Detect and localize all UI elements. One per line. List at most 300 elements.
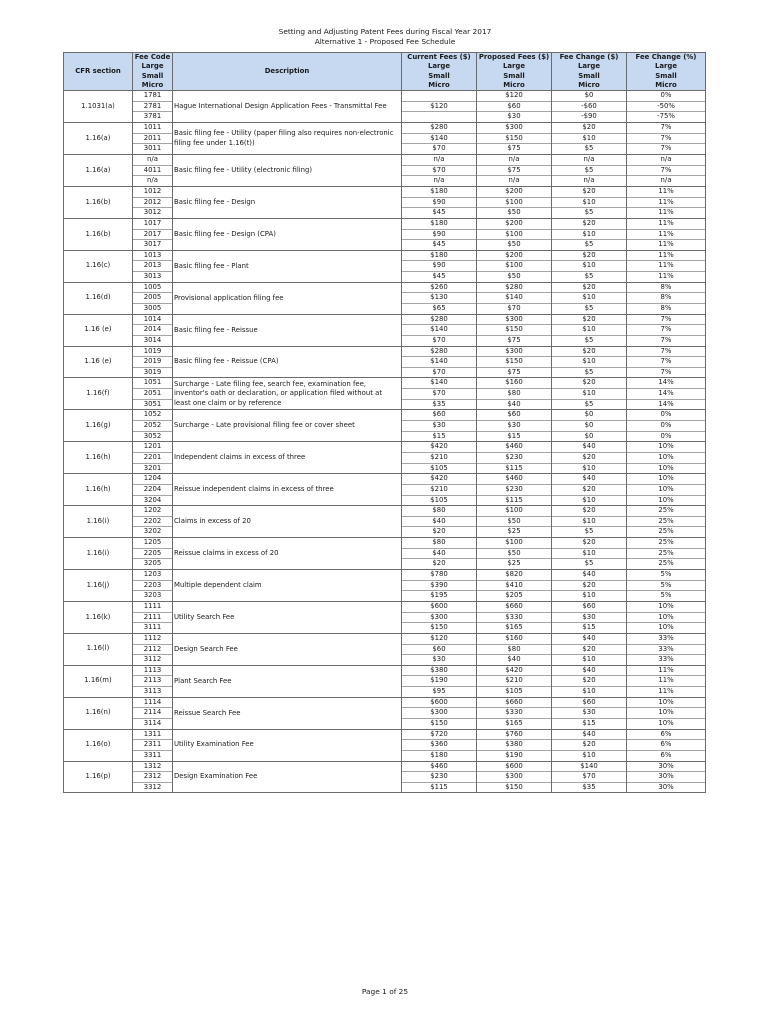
fee-change-cell — [552, 570, 627, 602]
fee-change-pct: 10% — [627, 452, 705, 463]
fee-change: $20 — [582, 282, 596, 291]
table-row — [64, 123, 706, 155]
proposed-fee-cell — [477, 729, 552, 761]
cfr-section: 1.16(h) — [64, 474, 133, 506]
col-header-cfr: CFR section — [64, 53, 133, 91]
fee-code: 2013 — [133, 260, 172, 271]
fee-code: 3202 — [133, 526, 172, 537]
fee-change: $20 — [582, 378, 596, 387]
fee-change-pct: 11% — [658, 186, 674, 195]
current-fee-cell — [402, 601, 477, 633]
fee-description: Reissue Search Fee — [173, 697, 402, 729]
table-row — [64, 91, 706, 123]
fee-change-cell — [552, 697, 627, 729]
proposed-fee: $150 — [477, 782, 551, 793]
fee-change-pct: 11% — [658, 250, 674, 259]
fee-change: $20 — [552, 675, 626, 686]
fee-code-cell — [133, 314, 173, 346]
proposed-fee: $300 — [477, 771, 551, 782]
fee-change-pct-cell — [627, 186, 706, 218]
current-fee: $40 — [402, 516, 476, 527]
current-fee: $140 — [402, 133, 476, 144]
cfr-section: 1.16(b) — [64, 218, 133, 250]
proposed-fee-cell — [477, 91, 552, 123]
fee-code-cell — [133, 346, 173, 378]
proposed-fee: $210 — [477, 675, 551, 686]
proposed-fee-cell — [477, 538, 552, 570]
fee-code: 1205 — [143, 538, 162, 547]
proposed-fee: n/a — [508, 155, 520, 164]
fee-change: $10 — [552, 133, 626, 144]
fee-change: $0 — [552, 431, 626, 442]
fee-change-pct: -50% — [627, 101, 705, 112]
fee-change-pct: 30% — [658, 761, 674, 770]
current-fee: $90 — [402, 197, 476, 208]
current-fee: $35 — [402, 399, 476, 410]
fee-code: 1017 — [143, 218, 162, 227]
fee-code: 3311 — [133, 750, 172, 761]
fee-change-pct: 11% — [658, 665, 674, 674]
fee-code-cell — [133, 442, 173, 474]
fee-code-cell — [133, 186, 173, 218]
cfr-section: 1.16(d) — [64, 282, 133, 314]
current-fee-cell — [402, 442, 477, 474]
proposed-fee: $115 — [477, 495, 551, 506]
current-fee: $280 — [430, 123, 448, 132]
col-header-fee-change: Fee Change ($) Large Small Micro — [552, 53, 627, 91]
proposed-fee: $460 — [505, 474, 523, 483]
fee-code: 1019 — [143, 346, 162, 355]
fee-code-cell — [133, 633, 173, 665]
proposed-fee: $120 — [505, 91, 523, 100]
table-row — [64, 506, 706, 538]
current-fee: $70 — [402, 335, 476, 346]
fee-change-cell — [552, 282, 627, 314]
fee-change-pct-cell — [627, 538, 706, 570]
fee-code: 2202 — [133, 516, 172, 527]
fee-change-pct: 11% — [627, 271, 705, 282]
fee-code-cell — [133, 474, 173, 506]
proposed-fee: $100 — [477, 260, 551, 271]
fee-description: Utility Search Fee — [173, 601, 402, 633]
fee-change: $20 — [582, 250, 596, 259]
fee-code: 2011 — [133, 133, 172, 144]
fee-table-body — [64, 91, 706, 793]
fee-change: $5 — [552, 239, 626, 250]
fee-description: Independent claims in excess of three — [173, 442, 402, 474]
fee-change: $40 — [582, 474, 596, 483]
fee-code-cell — [133, 665, 173, 697]
table-row — [64, 218, 706, 250]
fee-change-pct: 7% — [660, 314, 672, 323]
table-row — [64, 346, 706, 378]
current-fee — [402, 111, 476, 122]
fee-code: 2014 — [133, 324, 172, 335]
fee-change-pct: 10% — [627, 495, 705, 506]
proposed-fee: $60 — [477, 101, 551, 112]
fee-code: 2113 — [133, 675, 172, 686]
current-fee: $65 — [402, 303, 476, 314]
col-header-fee-code: Fee Code Large Small Micro — [133, 53, 173, 91]
fee-description: Surcharge - Late provisional filing fee or cover sheet — [173, 410, 402, 442]
proposed-fee-cell — [477, 442, 552, 474]
fee-description: Design Examination Fee — [173, 761, 402, 793]
fee-change-pct: 6% — [660, 729, 672, 738]
fee-code: 2017 — [133, 229, 172, 240]
current-fee: $90 — [402, 229, 476, 240]
fee-change: $20 — [552, 580, 626, 591]
fee-change: $5 — [552, 165, 626, 176]
current-fee: $280 — [430, 314, 448, 323]
current-fee: $280 — [430, 346, 448, 355]
fee-code: 3005 — [133, 303, 172, 314]
fee-code: 3201 — [133, 463, 172, 474]
current-fee: $115 — [402, 782, 476, 793]
table-row — [64, 570, 706, 602]
fee-code: 3203 — [133, 590, 172, 601]
fee-change: $15 — [552, 718, 626, 729]
proposed-fee: $50 — [477, 239, 551, 250]
cfr-section: 1.16(o) — [64, 729, 133, 761]
fee-code: 1011 — [143, 123, 162, 132]
fee-code: 2111 — [133, 612, 172, 623]
fee-change-pct: 33% — [627, 654, 705, 665]
fee-change-pct: 0% — [660, 410, 672, 419]
fee-change-cell — [552, 633, 627, 665]
current-fee-cell — [402, 250, 477, 282]
current-fee: $300 — [402, 612, 476, 623]
fee-code: 1204 — [143, 474, 162, 483]
fee-description: Claims in excess of 20 — [173, 506, 402, 538]
fee-change-pct: 25% — [627, 558, 705, 569]
fee-change: $10 — [552, 356, 626, 367]
fee-code: 3204 — [133, 495, 172, 506]
fee-code: 2052 — [133, 420, 172, 431]
fee-change-pct: 5% — [660, 570, 672, 579]
fee-description: Utility Examination Fee — [173, 729, 402, 761]
current-fee-cell — [402, 697, 477, 729]
proposed-fee: $160 — [505, 633, 523, 642]
proposed-fee-cell — [477, 761, 552, 793]
fee-change-pct: 11% — [627, 229, 705, 240]
fee-code-cell — [133, 155, 173, 187]
cfr-section: 1.16(i) — [64, 538, 133, 570]
fee-change-pct: 10% — [658, 697, 674, 706]
fee-change-pct: 10% — [658, 601, 674, 610]
current-fee: $40 — [402, 548, 476, 559]
fee-change: n/a — [583, 155, 595, 164]
proposed-fee-cell — [477, 633, 552, 665]
proposed-fee: $660 — [505, 601, 523, 610]
fee-code: 4011 — [133, 165, 172, 176]
fee-description: Basic filing fee - Reissue (CPA) — [173, 346, 402, 378]
proposed-fee-cell — [477, 314, 552, 346]
cfr-section: 1.16(c) — [64, 250, 133, 282]
fee-code: 2005 — [133, 292, 172, 303]
proposed-fee: $50 — [477, 516, 551, 527]
fee-change-pct: 10% — [627, 484, 705, 495]
fee-code: 1114 — [143, 697, 162, 706]
fee-change-pct: 11% — [627, 686, 705, 697]
fee-change-pct: 5% — [627, 590, 705, 601]
fee-change: $15 — [552, 622, 626, 633]
fee-code-cell — [133, 601, 173, 633]
fee-change: $10 — [552, 654, 626, 665]
proposed-fee: $50 — [477, 271, 551, 282]
fee-change-pct: 33% — [627, 644, 705, 655]
fee-change: $0 — [584, 410, 594, 419]
current-fee: $30 — [402, 420, 476, 431]
table-row — [64, 761, 706, 793]
cfr-section: 1.16(m) — [64, 665, 133, 697]
current-fee: $720 — [430, 729, 448, 738]
current-fee: $300 — [402, 707, 476, 718]
fee-change-pct: 10% — [627, 463, 705, 474]
current-fee: $60 — [402, 644, 476, 655]
proposed-fee: $25 — [477, 558, 551, 569]
cfr-section: 1.16(b) — [64, 186, 133, 218]
fee-change: $30 — [552, 612, 626, 623]
fee-change: $10 — [552, 260, 626, 271]
fee-change: $20 — [582, 218, 596, 227]
fee-change-cell — [552, 601, 627, 633]
current-fee: $180 — [402, 750, 476, 761]
fee-change: $5 — [552, 526, 626, 537]
current-fee: $45 — [402, 271, 476, 282]
current-fee: $600 — [430, 601, 448, 610]
cfr-section: 1.16(p) — [64, 761, 133, 793]
current-fee: $70 — [402, 388, 476, 399]
fee-change: $60 — [582, 697, 596, 706]
fee-code: 1201 — [143, 442, 162, 451]
fee-code-cell — [133, 506, 173, 538]
fee-change-cell — [552, 186, 627, 218]
proposed-fee: $300 — [505, 314, 523, 323]
current-fee-cell — [402, 729, 477, 761]
fee-change-cell — [552, 506, 627, 538]
fee-change: $60 — [582, 601, 596, 610]
fee-description: Basic filing fee - Reissue — [173, 314, 402, 346]
fee-code: 3114 — [133, 718, 172, 729]
fee-change-pct: 10% — [627, 622, 705, 633]
current-fee: $95 — [402, 686, 476, 697]
proposed-fee: $300 — [505, 123, 523, 132]
fee-code-cell — [133, 250, 173, 282]
col-header-proposed-fees: Proposed Fees ($) Large Small Micro — [477, 53, 552, 91]
fee-code-cell — [133, 410, 173, 442]
fee-change-pct: 11% — [627, 197, 705, 208]
current-fee: $230 — [402, 771, 476, 782]
fee-change: $40 — [582, 633, 596, 642]
table-row — [64, 250, 706, 282]
fee-change-pct: -75% — [627, 111, 705, 122]
fee-change-pct: 10% — [658, 442, 674, 451]
fee-code-cell — [133, 218, 173, 250]
proposed-fee: $230 — [477, 484, 551, 495]
fee-change-pct: 14% — [627, 388, 705, 399]
proposed-fee-cell — [477, 410, 552, 442]
fee-change-pct: 6% — [627, 750, 705, 761]
current-fee: $260 — [430, 282, 448, 291]
fee-code: 3013 — [133, 271, 172, 282]
current-fee: $90 — [402, 260, 476, 271]
fee-description: Basic filing fee - Utility (paper filing also requires non-electronic filing fee under 1.16(t)) — [173, 123, 402, 155]
fee-code: 3113 — [133, 686, 172, 697]
fee-change-cell — [552, 155, 627, 187]
fee-code-cell — [133, 570, 173, 602]
proposed-fee-cell — [477, 506, 552, 538]
cfr-section: 1.16(l) — [64, 633, 133, 665]
fee-code: 1112 — [143, 633, 162, 642]
current-fee: $140 — [402, 356, 476, 367]
fee-change: $5 — [552, 207, 626, 218]
fee-change: $40 — [582, 570, 596, 579]
fee-change-cell — [552, 314, 627, 346]
fee-change-cell — [552, 346, 627, 378]
proposed-fee: $100 — [505, 538, 523, 547]
proposed-fee: $230 — [477, 452, 551, 463]
proposed-fee: $660 — [505, 697, 523, 706]
fee-change: $5 — [552, 367, 626, 378]
fee-description: Provisional application filing fee — [173, 282, 402, 314]
fee-change-pct: 0% — [627, 431, 705, 442]
fee-code: 1111 — [143, 601, 162, 610]
current-fee-cell — [402, 665, 477, 697]
proposed-fee-cell — [477, 601, 552, 633]
fee-change: $40 — [582, 665, 596, 674]
fee-change: $0 — [552, 420, 626, 431]
current-fee — [402, 91, 476, 101]
fee-change-pct: 7% — [627, 324, 705, 335]
fee-change-pct-cell — [627, 697, 706, 729]
fee-change-cell — [552, 250, 627, 282]
fee-description: Basic filing fee - Utility (electronic filing) — [173, 155, 402, 187]
fee-change-pct: 11% — [658, 218, 674, 227]
cfr-section: 1.1031(a) — [64, 91, 133, 123]
fee-code: 3052 — [133, 431, 172, 442]
proposed-fee-cell — [477, 155, 552, 187]
fee-code: 1781 — [143, 91, 162, 100]
fee-change-pct-cell — [627, 250, 706, 282]
fee-change-pct: 25% — [658, 538, 674, 547]
col-header-fee-change-pct: Fee Change (%) Large Small Micro — [627, 53, 706, 91]
fee-change: $20 — [582, 346, 596, 355]
current-fee-cell — [402, 346, 477, 378]
current-fee-cell — [402, 506, 477, 538]
fee-code: 2204 — [133, 484, 172, 495]
fee-change: $20 — [552, 452, 626, 463]
fee-code: n/a — [147, 155, 158, 164]
fee-change-cell — [552, 410, 627, 442]
proposed-fee: $190 — [477, 750, 551, 761]
fee-code: 2781 — [133, 101, 172, 112]
fee-code: 3111 — [133, 622, 172, 633]
proposed-fee: $25 — [477, 526, 551, 537]
current-fee: $195 — [402, 590, 476, 601]
current-fee: $105 — [402, 463, 476, 474]
current-fee-cell — [402, 633, 477, 665]
fee-change-pct: 11% — [627, 260, 705, 271]
fee-code: 2012 — [133, 197, 172, 208]
current-fee: $180 — [430, 218, 448, 227]
table-row — [64, 442, 706, 474]
proposed-fee: $70 — [477, 303, 551, 314]
current-fee: $390 — [402, 580, 476, 591]
proposed-fee-cell — [477, 378, 552, 410]
current-fee: $15 — [402, 431, 476, 442]
fee-code: 3112 — [133, 654, 172, 665]
fee-schedule-table — [63, 52, 706, 793]
fee-change: $20 — [582, 538, 596, 547]
proposed-fee: $75 — [477, 165, 551, 176]
fee-change: $0 — [584, 91, 594, 100]
proposed-fee: $150 — [477, 356, 551, 367]
fee-code: 3014 — [133, 335, 172, 346]
table-row — [64, 314, 706, 346]
fee-description: Design Search Fee — [173, 633, 402, 665]
fee-change: $10 — [552, 548, 626, 559]
current-fee-cell — [402, 761, 477, 793]
fee-change-pct: 25% — [627, 548, 705, 559]
proposed-fee: $15 — [477, 431, 551, 442]
fee-code-cell — [133, 378, 173, 410]
proposed-fee-cell — [477, 123, 552, 155]
fee-change: $10 — [552, 495, 626, 506]
table-row — [64, 665, 706, 697]
current-fee: $70 — [402, 367, 476, 378]
fee-change-cell — [552, 378, 627, 410]
fee-change: $10 — [552, 197, 626, 208]
fee-change: $5 — [552, 271, 626, 282]
current-fee: $140 — [402, 324, 476, 335]
current-fee: $70 — [402, 165, 476, 176]
proposed-fee: $40 — [477, 654, 551, 665]
fee-change-pct-cell — [627, 601, 706, 633]
fee-change-pct-cell — [627, 761, 706, 793]
fee-change-pct: 30% — [627, 771, 705, 782]
fee-code: 3312 — [133, 782, 172, 793]
fee-change: $20 — [552, 739, 626, 750]
cfr-section: 1.16(j) — [64, 570, 133, 602]
current-fee-cell — [402, 123, 477, 155]
current-fee-cell — [402, 474, 477, 506]
current-fee: $150 — [402, 718, 476, 729]
proposed-fee: $150 — [477, 324, 551, 335]
fee-change-pct-cell — [627, 218, 706, 250]
proposed-fee: $410 — [477, 580, 551, 591]
fee-change-cell — [552, 474, 627, 506]
current-fee-cell — [402, 186, 477, 218]
title-line-1: Setting and Adjusting Patent Fees during Fiscal Year 2017 — [278, 27, 492, 36]
fee-change-pct-cell — [627, 91, 706, 123]
fee-code: 1311 — [143, 729, 162, 738]
fee-code: 2311 — [133, 739, 172, 750]
table-row — [64, 601, 706, 633]
fee-code: 2312 — [133, 771, 172, 782]
fee-code: 1013 — [143, 250, 162, 259]
proposed-fee-cell — [477, 218, 552, 250]
fee-change: $5 — [552, 399, 626, 410]
fee-code: 1012 — [143, 186, 162, 195]
proposed-fee: $30 — [477, 420, 551, 431]
cfr-section: 1.16(k) — [64, 601, 133, 633]
proposed-fee: $160 — [505, 378, 523, 387]
current-fee-cell — [402, 155, 477, 187]
fee-change: $30 — [552, 707, 626, 718]
fee-change: $5 — [552, 558, 626, 569]
proposed-fee: $105 — [477, 686, 551, 697]
proposed-fee: $380 — [477, 739, 551, 750]
